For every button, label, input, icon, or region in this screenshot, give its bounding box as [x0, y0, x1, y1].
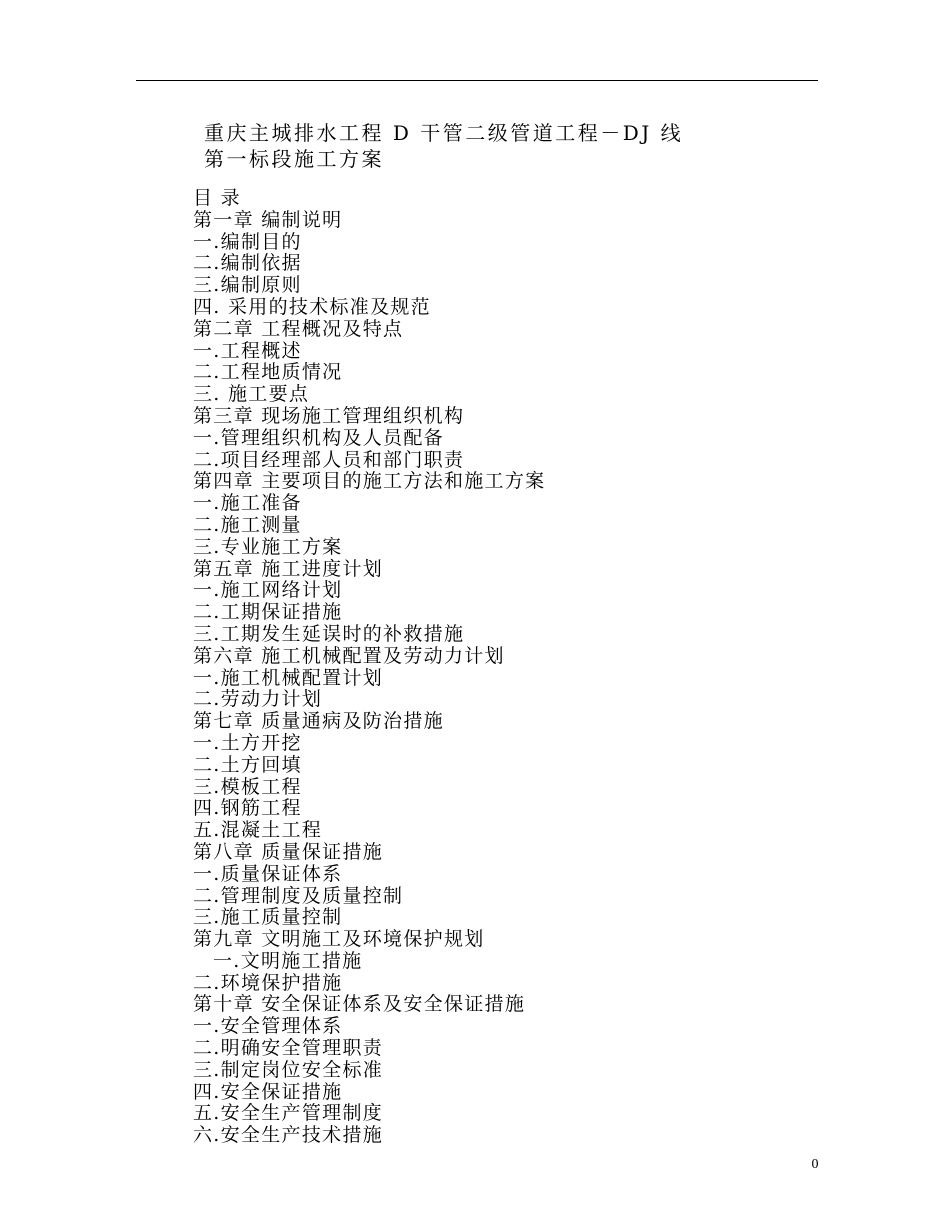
toc-entry: 二.施工测量: [193, 513, 302, 536]
toc-entry: 一.安全管理体系: [193, 1015, 343, 1038]
toc-entry: 一.工程概述: [193, 339, 302, 362]
toc-entry: 三.编制原则: [193, 274, 302, 297]
document-title: [204, 120, 683, 172]
toc-entry: 五.安全生产管理制度: [193, 1102, 384, 1125]
toc-entry: 第七章 质量通病及防治措施: [193, 710, 444, 733]
toc-entry: 一.施工机械配置计划: [193, 666, 384, 689]
document-title-line-2: 第一标段施工方案: [204, 147, 384, 171]
toc-entry: 三.工期发生延误时的补救措施: [193, 622, 465, 645]
toc-entry: 二.项目经理部人员和部门职责: [193, 448, 465, 471]
toc-entry: 四. 采用的技术标准及规范: [193, 295, 431, 318]
toc-entry: 第九章 文明施工及环境保护规划: [193, 928, 485, 951]
toc-entry: 第三章 现场施工管理组织机构: [193, 404, 465, 427]
toc-entry: 六.安全生产技术措施: [193, 1124, 384, 1147]
toc-entry: 二.环境保护措施: [193, 971, 343, 994]
toc-entry: 一.土方开挖: [193, 731, 302, 754]
toc-entry: 一.文明施工措施: [213, 949, 363, 972]
toc-entry: 四.钢筋工程: [193, 797, 302, 820]
toc-entry: 一.质量保证体系: [193, 862, 343, 885]
toc-entry: 第八章 质量保证措施: [193, 840, 384, 863]
toc-entry: 一.编制目的: [193, 230, 302, 253]
table-of-contents: [193, 188, 545, 1147]
toc-entry: 第五章 施工进度计划: [193, 557, 384, 580]
toc-entry: 三.模板工程: [193, 775, 302, 798]
toc-entry: 二.明确安全管理职责: [193, 1037, 384, 1060]
toc-entry: 一.施工准备: [193, 492, 302, 515]
toc-entry: 三.施工质量控制: [193, 906, 343, 929]
toc-entry: 四.安全保证措施: [193, 1080, 343, 1103]
toc-entry: 五.混凝土工程: [193, 819, 323, 842]
header-rule: [136, 80, 818, 81]
toc-entry: 一.施工网络计划: [193, 579, 343, 602]
document-title-line-1: 重庆主城排水工程 D 干管二级管道工程－DJ 线: [204, 121, 684, 145]
toc-heading: 目 录: [193, 187, 241, 209]
toc-entry: 第二章 工程概况及特点: [193, 317, 404, 340]
toc-entry: 第四章 主要项目的施工方法和施工方案: [193, 470, 546, 493]
toc-entry: 二.土方回填: [193, 753, 302, 776]
toc-entry: 第六章 施工机械配置及劳动力计划: [193, 644, 505, 667]
toc-entry: 第一章 编制说明: [193, 208, 343, 231]
toc-entry: 二.工程地质情况: [193, 361, 343, 384]
toc-entry: 二.管理制度及质量控制: [193, 884, 404, 907]
toc-entry: 三.专业施工方案: [193, 535, 343, 558]
toc-entry: 一.管理组织机构及人员配备: [193, 426, 444, 449]
toc-entry: 第十章 安全保证体系及安全保证措施: [193, 993, 526, 1016]
toc-entry: 三. 施工要点: [193, 383, 310, 406]
toc-entry: 二.编制依据: [193, 252, 302, 275]
toc-entry: 二.工期保证措施: [193, 601, 343, 624]
toc-entry: 三.制定岗位安全标准: [193, 1058, 384, 1081]
toc-entry: 二.劳动力计划: [193, 688, 323, 711]
page-number: 0: [811, 1157, 819, 1172]
